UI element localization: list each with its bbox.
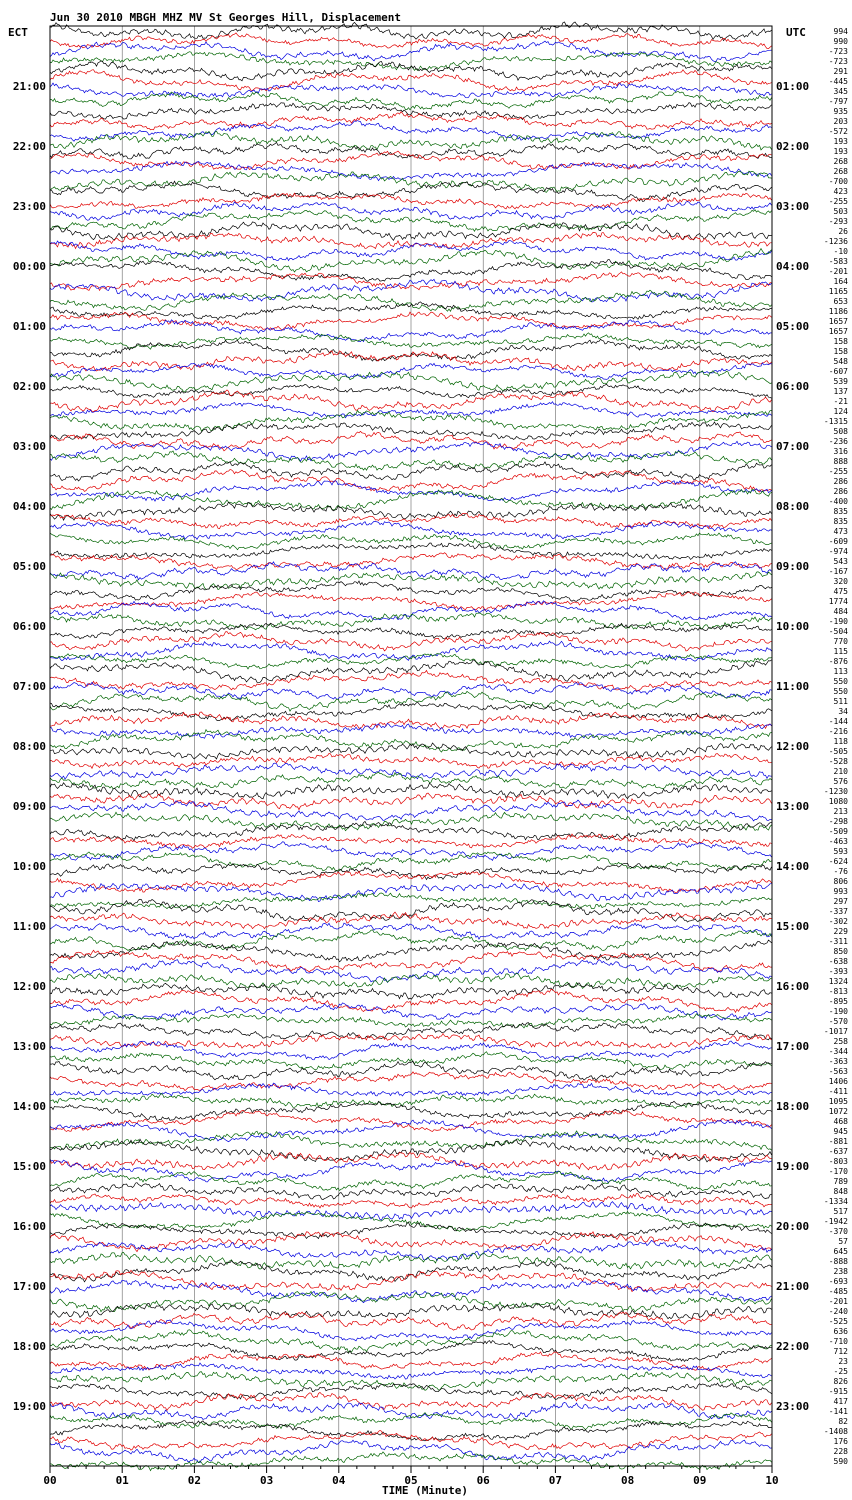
right-hour-label: 14:00 — [776, 860, 810, 873]
right-hour-label: 04:00 — [776, 260, 810, 273]
right-hour-label: 07:00 — [776, 440, 810, 453]
trace-value-110: 468 — [833, 1117, 848, 1126]
trace-value-56: 320 — [833, 577, 848, 586]
right-hour-label: 12:00 — [776, 740, 810, 753]
trace-value-69: 34 — [838, 707, 848, 716]
trace-value-55: -167 — [828, 567, 848, 576]
x-tick-label-07: 07 — [548, 1474, 563, 1487]
x-tick-label-00: 00 — [43, 1474, 57, 1487]
trace-value-4: -723 — [828, 57, 848, 66]
trace-value-123: 645 — [833, 1247, 848, 1256]
trace-value-125: 238 — [833, 1267, 848, 1276]
trace-value-23: -10 — [833, 247, 848, 256]
x-tick-label-01: 01 — [115, 1474, 129, 1487]
trace-value-38: -21 — [833, 397, 848, 406]
trace-value-53: -974 — [828, 547, 848, 556]
trace-value-67: 550 — [833, 687, 848, 696]
trace-value-81: -509 — [828, 827, 848, 836]
trace-value-120: -1942 — [823, 1217, 848, 1226]
trace-value-78: 1080 — [828, 797, 848, 806]
trace-value-108: 1095 — [828, 1097, 848, 1106]
trace-value-141: -1408 — [823, 1427, 848, 1436]
trace-value-22: -1236 — [823, 237, 848, 246]
right-hour-label: 13:00 — [776, 800, 810, 813]
left-hour-label: 21:00 — [12, 80, 46, 93]
trace-value-39: 124 — [833, 407, 848, 416]
trace-value-37: 137 — [833, 387, 848, 396]
trace-value-20: -293 — [828, 217, 848, 226]
x-tick-label-03: 03 — [259, 1474, 274, 1487]
trace-value-57: 475 — [833, 587, 848, 596]
trace-value-115: -170 — [828, 1167, 848, 1176]
trace-value-119: 517 — [833, 1207, 848, 1216]
trace-value-70: -144 — [828, 717, 848, 726]
trace-value-130: -525 — [828, 1317, 848, 1326]
trace-value-121: -370 — [828, 1227, 848, 1236]
left-hour-label: 14:00 — [12, 1100, 46, 1113]
trace-value-92: -311 — [828, 937, 848, 946]
trace-value-24: -583 — [828, 257, 848, 266]
trace-value-144: 590 — [833, 1457, 848, 1466]
trace-value-27: 1165 — [828, 287, 848, 296]
trace-value-88: 297 — [833, 897, 848, 906]
trace-value-85: -76 — [833, 867, 848, 876]
trace-value-33: 158 — [833, 347, 848, 356]
trace-value-84: -624 — [828, 857, 848, 866]
trace-value-48: -400 — [828, 497, 848, 506]
trace-value-117: 848 — [833, 1187, 848, 1196]
left-hour-label: 19:00 — [12, 1400, 46, 1413]
left-hour-label: 07:00 — [12, 680, 46, 693]
trace-value-100: -570 — [828, 1017, 848, 1026]
trace-value-87: 993 — [833, 887, 848, 896]
trace-value-2: 990 — [833, 37, 848, 46]
trace-value-43: 316 — [833, 447, 848, 456]
right-hour-label: 11:00 — [776, 680, 810, 693]
right-hour-label: 18:00 — [776, 1100, 810, 1113]
trace-value-52: -609 — [828, 537, 848, 546]
trace-value-31: 1657 — [828, 327, 848, 336]
right-hour-label: 09:00 — [776, 560, 810, 573]
trace-value-14: 268 — [833, 157, 848, 166]
trace-value-47: 286 — [833, 487, 848, 496]
trace-value-135: -25 — [833, 1367, 848, 1376]
trace-value-44: 888 — [833, 457, 848, 466]
trace-value-106: 1406 — [828, 1077, 848, 1086]
trace-value-133: 712 — [833, 1347, 848, 1356]
trace-value-66: 550 — [833, 677, 848, 686]
left-hour-label: 11:00 — [12, 920, 46, 933]
right-hour-label: 05:00 — [776, 320, 810, 333]
trace-value-97: -813 — [828, 987, 848, 996]
right-hour-label: 02:00 — [776, 140, 810, 153]
right-hour-label: 21:00 — [776, 1280, 810, 1293]
trace-value-90: -302 — [828, 917, 848, 926]
left-hour-label: 16:00 — [12, 1220, 46, 1233]
left-hour-label: 08:00 — [12, 740, 46, 753]
x-tick-label-04: 04 — [332, 1474, 346, 1487]
trace-value-103: -344 — [828, 1047, 848, 1056]
right-hour-label: 10:00 — [776, 620, 810, 633]
trace-value-21: 26 — [838, 227, 848, 236]
right-hour-label: 19:00 — [776, 1160, 810, 1173]
trace-value-36: 539 — [833, 377, 848, 386]
left-timezone-label: ECT — [8, 26, 28, 39]
left-hour-label: 17:00 — [12, 1280, 46, 1293]
right-hour-label: 03:00 — [776, 200, 810, 213]
trace-value-6: -445 — [828, 77, 848, 86]
trace-value-79: 213 — [833, 807, 848, 816]
trace-value-13: 193 — [833, 147, 848, 156]
left-hour-label: 09:00 — [12, 800, 46, 813]
right-hour-label: 17:00 — [776, 1040, 810, 1053]
trace-value-49: 835 — [833, 507, 848, 516]
trace-value-139: -141 — [828, 1407, 848, 1416]
x-tick-label-06: 06 — [476, 1474, 490, 1487]
trace-value-129: -240 — [828, 1307, 848, 1316]
right-hour-label: 20:00 — [776, 1220, 810, 1233]
trace-value-64: -876 — [828, 657, 848, 666]
chart-title: Jun 30 2010 MBGH MHZ MV St Georges Hill, Displacement — [50, 11, 401, 24]
trace-value-58: 1774 — [828, 597, 848, 606]
trace-value-131: 636 — [833, 1327, 848, 1336]
trace-value-30: 1657 — [828, 317, 848, 326]
left-hour-label: 10:00 — [12, 860, 46, 873]
trace-value-105: -563 — [828, 1067, 848, 1076]
trace-value-77: -1230 — [823, 787, 848, 796]
trace-value-95: -393 — [828, 967, 848, 976]
trace-value-75: 210 — [833, 767, 848, 776]
right-hour-label: 01:00 — [776, 80, 810, 93]
trace-value-118: -1334 — [823, 1197, 848, 1206]
trace-value-89: -337 — [828, 907, 848, 916]
left-hour-label: 18:00 — [12, 1340, 46, 1353]
trace-value-86: 806 — [833, 877, 848, 886]
trace-value-102: 258 — [833, 1037, 848, 1046]
trace-value-11: -572 — [828, 127, 848, 136]
left-hour-label: 15:00 — [12, 1160, 46, 1173]
left-hour-label: 00:00 — [12, 260, 46, 273]
trace-value-136: 826 — [833, 1377, 848, 1386]
trace-value-72: 118 — [833, 737, 848, 746]
trace-value-29: 1186 — [828, 307, 848, 316]
trace-value-142: 176 — [833, 1437, 848, 1446]
trace-value-28: 653 — [833, 297, 848, 306]
trace-value-73: -505 — [828, 747, 848, 756]
right-hour-label: 15:00 — [776, 920, 810, 933]
trace-value-42: -236 — [828, 437, 848, 446]
trace-value-61: -504 — [828, 627, 848, 636]
trace-value-80: -298 — [828, 817, 848, 826]
trace-value-63: 115 — [833, 647, 848, 656]
left-hour-label: 12:00 — [12, 980, 46, 993]
left-hour-label: 04:00 — [12, 500, 46, 513]
left-hour-label: 23:00 — [12, 200, 46, 213]
trace-value-138: 417 — [833, 1397, 848, 1406]
right-hour-label: 22:00 — [776, 1340, 810, 1353]
trace-value-124: -888 — [828, 1257, 848, 1266]
x-axis-label: TIME (Minute) — [381, 1484, 469, 1497]
trace-value-101: -1017 — [823, 1027, 848, 1036]
trace-value-74: -528 — [828, 757, 848, 766]
trace-value-35: -607 — [828, 367, 848, 376]
trace-value-19: 503 — [833, 207, 848, 216]
x-tick-label-09: 09 — [693, 1474, 707, 1487]
trace-value-134: 23 — [838, 1357, 848, 1366]
trace-value-46: 286 — [833, 477, 848, 486]
trace-value-18: -255 — [828, 197, 848, 206]
right-hour-label: 16:00 — [776, 980, 810, 993]
trace-value-93: 850 — [833, 947, 848, 956]
right-hour-label: 23:00 — [776, 1400, 810, 1413]
trace-value-51: 473 — [833, 527, 848, 536]
trace-value-12: 193 — [833, 137, 848, 146]
right-timezone-label: UTC — [786, 26, 806, 39]
trace-value-16: -700 — [828, 177, 848, 186]
trace-value-83: 593 — [833, 847, 848, 856]
trace-value-132: -710 — [828, 1337, 848, 1346]
left-hour-label: 05:00 — [12, 560, 46, 573]
trace-value-60: -190 — [828, 617, 848, 626]
trace-value-109: 1072 — [828, 1107, 848, 1116]
trace-value-65: 113 — [833, 667, 848, 676]
trace-value-111: 945 — [833, 1127, 848, 1136]
trace-value-68: 511 — [833, 697, 848, 706]
trace-value-98: -895 — [828, 997, 848, 1006]
trace-value-9: 935 — [833, 107, 848, 116]
x-tick-label-10: 10 — [765, 1474, 779, 1487]
trace-value-7: 345 — [833, 87, 848, 96]
trace-value-54: 543 — [833, 557, 848, 566]
trace-value-113: -637 — [828, 1147, 848, 1156]
trace-value-114: -803 — [828, 1157, 848, 1166]
trace-value-127: -485 — [828, 1287, 848, 1296]
trace-value-26: 164 — [833, 277, 848, 286]
trace-value-40: -1315 — [823, 417, 848, 426]
trace-value-8: -797 — [828, 97, 848, 106]
left-hour-label: 22:00 — [12, 140, 46, 153]
trace-value-3: -723 — [828, 47, 848, 56]
trace-value-96: 1324 — [828, 977, 848, 986]
x-tick-label-02: 02 — [187, 1474, 202, 1487]
trace-value-112: -881 — [828, 1137, 848, 1146]
right-hour-label: 08:00 — [776, 500, 810, 513]
trace-value-82: -463 — [828, 837, 848, 846]
left-hour-label: 02:00 — [12, 380, 46, 393]
trace-value-59: 484 — [833, 607, 848, 616]
left-hour-label: 01:00 — [12, 320, 46, 333]
trace-value-50: 835 — [833, 517, 848, 526]
trace-value-17: 423 — [833, 187, 848, 196]
trace-value-137: -915 — [828, 1387, 848, 1396]
trace-value-10: 203 — [833, 117, 848, 126]
trace-value-122: 57 — [838, 1237, 848, 1246]
trace-value-5: 291 — [833, 67, 848, 76]
trace-value-76: 576 — [833, 777, 848, 786]
trace-value-34: 548 — [833, 357, 848, 366]
left-hour-label: 13:00 — [12, 1040, 46, 1053]
right-hour-label: 06:00 — [776, 380, 810, 393]
left-hour-label: 06:00 — [12, 620, 46, 633]
trace-value-143: 228 — [833, 1447, 848, 1456]
trace-value-15: 268 — [833, 167, 848, 176]
trace-value-99: -190 — [828, 1007, 848, 1016]
trace-value-128: -201 — [828, 1297, 848, 1306]
trace-value-116: 789 — [833, 1177, 848, 1186]
trace-value-91: 229 — [833, 927, 848, 936]
trace-value-62: 770 — [833, 637, 848, 646]
trace-value-94: -638 — [828, 957, 848, 966]
x-tick-label-08: 08 — [620, 1474, 635, 1487]
trace-value-71: -216 — [828, 727, 848, 736]
trace-value-126: -693 — [828, 1277, 848, 1286]
trace-value-25: -201 — [828, 267, 848, 276]
trace-value-140: 82 — [838, 1417, 848, 1426]
trace-value-41: 508 — [833, 427, 848, 436]
trace-value-1: 994 — [833, 27, 848, 36]
x-tick-label-05: 05 — [404, 1474, 418, 1487]
trace-value-107: -411 — [828, 1087, 848, 1096]
trace-value-104: -363 — [828, 1057, 848, 1066]
left-hour-label: 03:00 — [12, 440, 46, 453]
trace-value-45: -255 — [828, 467, 848, 476]
trace-value-32: 158 — [833, 337, 848, 346]
